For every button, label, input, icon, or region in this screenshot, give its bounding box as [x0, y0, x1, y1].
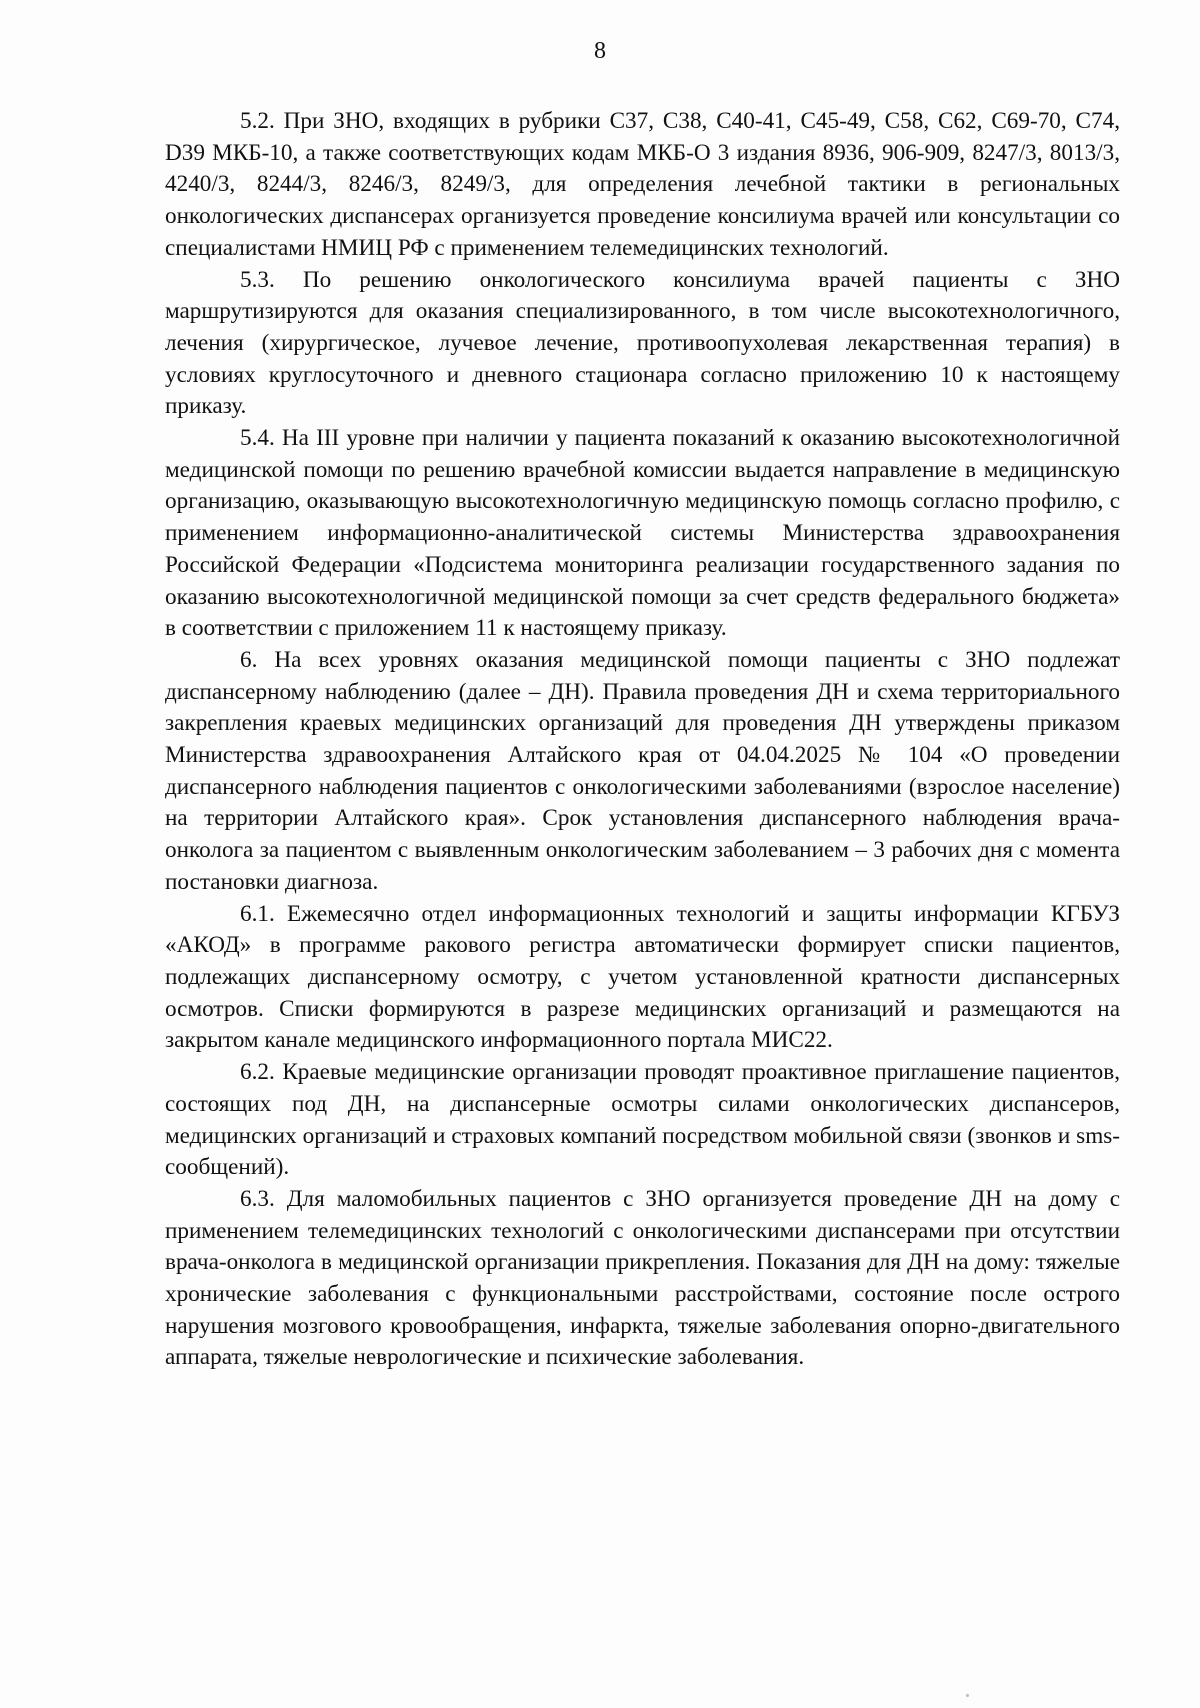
paragraph-6-1: 6.1. Ежемесячно отдел информационных технологий и защиты информации КГБУЗ «АКОД» в программе ракового регистра автоматически формирует списки пациентов, подлежащих диспансерному осмотру, с учетом установленной кратности диспансерных осмотров. Списки формируются в разрезе медицинских организаций и размещаются на закрытом канале медицинского информационного портала МИС22. [165, 900, 1120, 1054]
scan-speck [966, 1694, 969, 1697]
page-number: 8 [594, 38, 606, 64]
paragraph-6-3: 6.3. Для маломобильных пациентов с ЗНО организуется проведение ДН на дому с применением телемедицинских технологий с онкологическими диспансерами при отсутствии врача-онколога в медицинской организации прикрепления. Показания для ДН на дому: тяжелые хронические заболевания с функциональными расстройствами, состояние после острого нарушения мозгового кровообращения, инфаркта, тяжелые заболевания опорно-двигательного аппарата, тяжелые неврологические и психические заболевания. [165, 1185, 1120, 1371]
document-body [165, 106, 1120, 1374]
paragraph-5-2: 5.2. При ЗНО, входящих в рубрики С37, С38, С40-41, С45-49, С58, С62, С69-70, С74, D39 МКБ-10, а также соответствующих кодам МКБ-О 3 издания 8936, 906-909, 8247/3, 8013/3, 4240/3, 8244/3, 8246/3, 8249/3, для определения лечебной тактики в региональных онкологических диспансерах организуется проведение консилиума врачей или консультации со специалистами НМИЦ РФ с применением телемедицинских технологий. [165, 108, 1120, 261]
paragraph-6: 6. На всех уровнях оказания медицинской помощи пациенты с ЗНО подлежат диспансерному наблюдению (далее – ДН). Правила проведения ДН и схема территориального закрепления краевых медицинских организаций для проведения ДН утверждены приказом Министерства здравоохранения Алтайского края от 04.04.2025 № 104 «О проведении диспансерного наблюдения пациентов с онкологическими заболеваниями (взрослое население) на территории Алтайского края». Срок установления диспансерного наблюдения врача-онколога за пациентом с выявленным онкологическим заболеванием – 3 рабочих дня с момента постановки диагноза. [165, 646, 1120, 895]
paragraph-6-2: 6.2. Краевые медицинские организации проводят проактивное приглашение пациентов, состоящих под ДН, на диспансерные осмотры силами онкологических диспансеров, медицинских организаций и страховых компаний посредством мобильной связи (звонков и sms-сообщений). [165, 1059, 1120, 1181]
paragraph-5-4: 5.4. На III уровне при наличии у пациента показаний к оказанию высокотехнологичной медицинской помощи по решению врачебной комиссии выдается направление в медицинскую организацию, оказывающую высокотехнологичную медицинскую помощь согласно профилю, с применением информационно-аналитической системы Министерства здравоохранения Российской Федерации «Подсистема мониторинга реализации государственного задания по оказанию высокотехнологичной медицинской помощи за счет средств федерального бюджета» в соответствии с приложением 11 к настоящему приказу. [165, 425, 1120, 642]
paragraph-5-3: 5.3. По решению онкологического консилиума врачей пациенты с ЗНО маршрутизируются для оказания специализированного, в том числе высокотехнологичного, лечения (хирургическое, лучевое лечение, противоопухолевая лекарственная терапия) в условиях круглосуточного и дневного стационара согласно приложению 10 к настоящему приказу. [165, 266, 1120, 420]
